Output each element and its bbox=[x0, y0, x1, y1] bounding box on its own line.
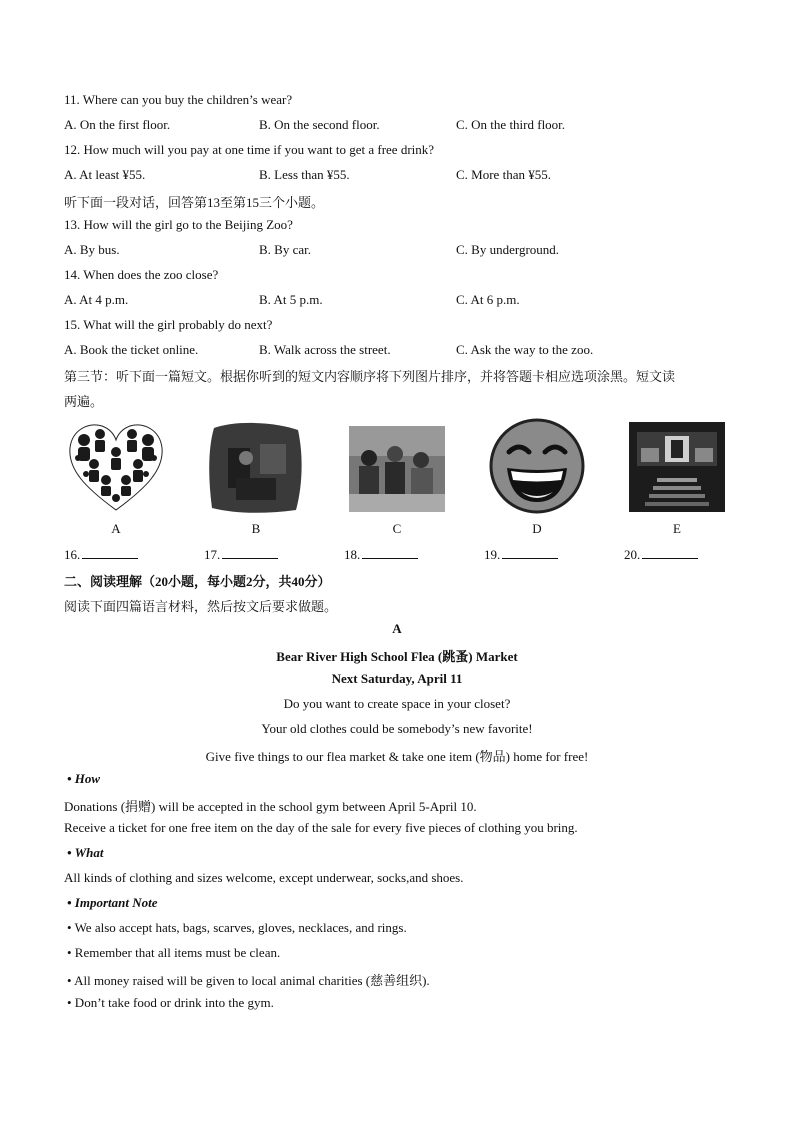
picture-a-heart bbox=[66, 418, 166, 516]
q11-option-c: C. On the third floor. bbox=[456, 117, 566, 132]
blank-number: 20. bbox=[624, 547, 641, 562]
picture-c-photo bbox=[347, 418, 447, 516]
how-heading: • How bbox=[67, 771, 101, 786]
blank-number: 18. bbox=[344, 547, 361, 562]
instruction-13-15: 听下面一段对话，回答第13至第15三个小题。 bbox=[64, 195, 325, 210]
picture-d-label: D bbox=[532, 521, 542, 536]
answer-blank-17[interactable] bbox=[204, 546, 278, 563]
picture-b-label: B bbox=[251, 521, 261, 536]
q13-option-c: C. By underground. bbox=[456, 242, 560, 257]
how-line-1: Donations (捐赠) will be accepted in the school gym between April 5-April 10. bbox=[64, 799, 477, 814]
blank-line[interactable] bbox=[642, 546, 698, 559]
laughing-face-icon bbox=[487, 418, 587, 516]
picture-d-emoji bbox=[487, 418, 587, 516]
q14-option-b: B. At 5 p.m. bbox=[259, 292, 323, 307]
what-heading: • What bbox=[67, 845, 104, 860]
passage-date: Next Saturday, April 11 bbox=[331, 671, 463, 686]
q15-option-c: C. Ask the way to the zoo. bbox=[456, 342, 594, 357]
picture-a-label: A bbox=[111, 521, 121, 536]
what-line: All kinds of clothing and sizes welcome, except underwear, socks,and shoes. bbox=[64, 870, 464, 885]
q14-option-c: C. At 6 p.m. bbox=[456, 292, 520, 307]
passage-title: Bear River High School Flea (跳蚤) Market bbox=[276, 649, 518, 664]
q15-option-b: B. Walk across the street. bbox=[259, 342, 391, 357]
q14-option-a: A. At 4 p.m. bbox=[64, 292, 129, 307]
q11-stem: 11. Where can you buy the children’s wear? bbox=[64, 92, 293, 107]
q12-option-c: C. More than ¥55. bbox=[456, 167, 551, 182]
answer-blank-18[interactable] bbox=[344, 546, 418, 563]
answer-blank-16[interactable] bbox=[64, 546, 138, 563]
important-note-heading: • Important Note bbox=[67, 895, 158, 910]
section3-instruction-line1: 第三节：听下面一篇短文。根据你听到的短文内容顺序将下列图片排序，并将答题卡相应选项涂黑。短文读 bbox=[64, 369, 676, 384]
q12-stem: 12. How much will you pay at one time if you want to get a free drink? bbox=[64, 142, 435, 157]
blank-line[interactable] bbox=[362, 546, 418, 559]
passage-letter: A bbox=[392, 621, 402, 636]
intro-line-2: Your old clothes could be somebody’s new favorite! bbox=[261, 721, 533, 736]
note-line-2: • Remember that all items must be clean. bbox=[67, 945, 281, 960]
answer-blank-20[interactable] bbox=[624, 546, 698, 563]
intro-line-3: Give five things to our flea market & take one item (物品) home for free! bbox=[205, 749, 589, 764]
intro-line-1: Do you want to create space in your closet? bbox=[283, 696, 511, 711]
note-line-4: • Don’t take food or drink into the gym. bbox=[67, 995, 274, 1010]
q13-stem: 13. How will the girl go to the Beijing Zoo? bbox=[64, 217, 293, 232]
section3-instruction-line2: 两遍。 bbox=[64, 394, 104, 409]
q13-option-a: A. By bus. bbox=[64, 242, 120, 257]
q15-stem: 15. What will the girl probably do next? bbox=[64, 317, 273, 332]
blank-line[interactable] bbox=[502, 546, 558, 559]
q12-option-b: B. Less than ¥55. bbox=[259, 167, 350, 182]
blank-line[interactable] bbox=[82, 546, 138, 559]
blank-number: 19. bbox=[484, 547, 501, 562]
reading-instruction: 阅读下面四篇语言材料，然后按文后要求做题。 bbox=[64, 599, 338, 614]
picture-b-photo bbox=[206, 418, 306, 516]
answer-blank-19[interactable] bbox=[484, 546, 558, 563]
photo-b-image bbox=[206, 418, 306, 516]
how-line-2: Receive a ticket for one free item on the day of the sale for every five pieces of clothing you bring. bbox=[64, 820, 578, 835]
blank-line[interactable] bbox=[222, 546, 278, 559]
photo-c-image bbox=[347, 418, 447, 516]
note-line-1: • We also accept hats, bags, scarves, gloves, necklaces, and rings. bbox=[67, 920, 407, 935]
q15-option-a: A. Book the ticket online. bbox=[64, 342, 199, 357]
note-line-3: • All money raised will be given to local animal charities (慈善组织). bbox=[67, 973, 430, 988]
photo-e-image bbox=[627, 418, 727, 516]
q11-option-a: A. On the first floor. bbox=[64, 117, 171, 132]
heart-of-people-icon bbox=[66, 418, 166, 516]
q14-stem: 14. When does the zoo close? bbox=[64, 267, 219, 282]
reading-section-heading: 二、阅读理解（20小题，每小题2分，共40分） bbox=[64, 574, 331, 589]
q13-option-b: B. By car. bbox=[259, 242, 311, 257]
q12-option-a: A. At least ¥55. bbox=[64, 167, 146, 182]
blank-number: 16. bbox=[64, 547, 81, 562]
picture-e-label: E bbox=[673, 521, 681, 536]
picture-e-photo bbox=[627, 418, 727, 516]
blank-number: 17. bbox=[204, 547, 221, 562]
q11-option-b: B. On the second floor. bbox=[259, 117, 380, 132]
picture-c-label: C bbox=[392, 521, 402, 536]
